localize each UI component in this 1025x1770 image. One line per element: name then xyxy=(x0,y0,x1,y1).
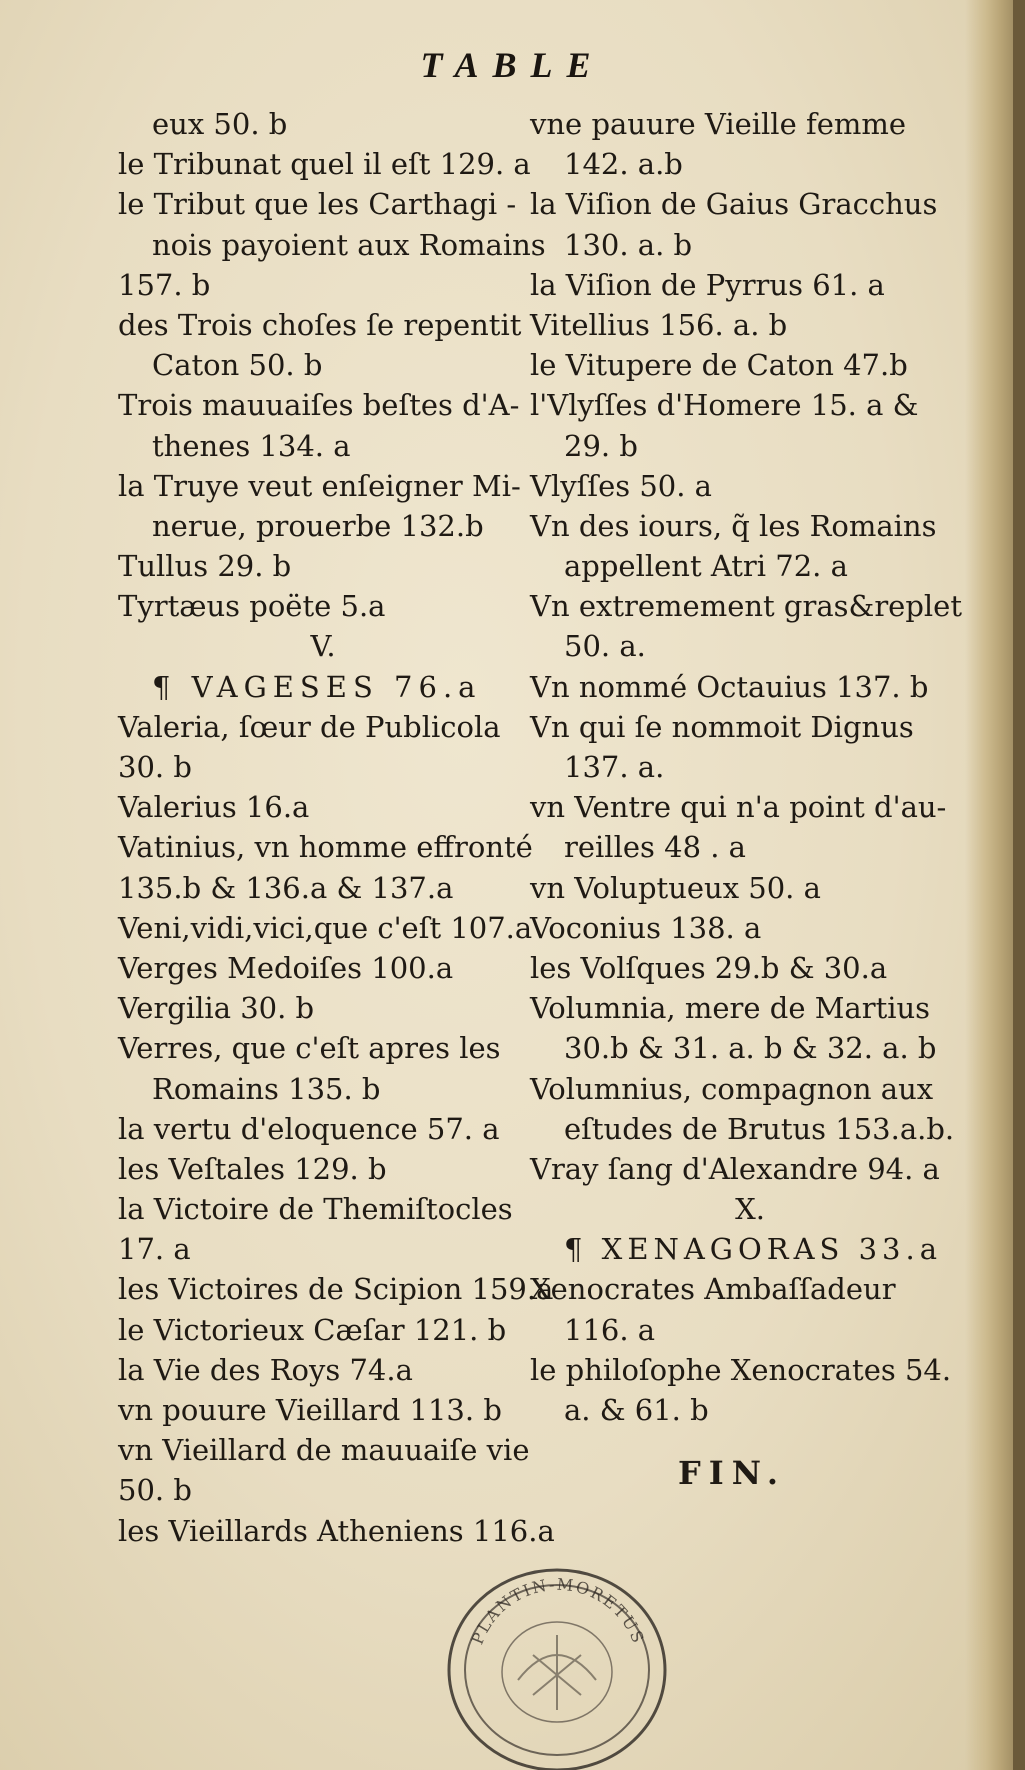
index-entry: la vertu d'eloquence 57. a xyxy=(118,1111,500,1146)
index-entry: les Veſtales 129. b xyxy=(118,1151,387,1186)
index-entry: la Viſion de Pyrrus 61. a xyxy=(530,267,885,302)
index-entry: 135.b & 136.a & 137.a xyxy=(118,870,454,905)
index-entry: la Victoire de Themiſtocles xyxy=(118,1192,513,1227)
index-entry: Verres, que c'eſt apres les xyxy=(118,1031,501,1066)
index-entry: le Victorieux Cæſar 121. b xyxy=(118,1312,507,1347)
index-entry: nerue, prouerbe 132.b xyxy=(152,508,484,543)
index-entry: Vergilia 30. b xyxy=(118,991,315,1026)
index-entry: la Viſion de Gaius Gracchus xyxy=(530,187,938,222)
index-entry: eſtudes de Brutus 153.a.b. xyxy=(564,1111,955,1146)
index-entry: Tyrtæus poëte 5.a xyxy=(118,589,386,624)
index-column-right xyxy=(530,104,970,1430)
index-entry: Vlyſſes 50. a xyxy=(530,468,712,503)
index-entry: appellent Atri 72. a xyxy=(564,549,848,584)
index-entry: Vray ſang d'Alexandre 94. a xyxy=(530,1151,940,1186)
index-entry: la Vie des Roys 74.a xyxy=(118,1352,413,1387)
index-entry: Tullus 29. b xyxy=(118,549,292,584)
index-entry: Vatinius, vn homme effronté xyxy=(118,830,533,865)
index-entry: l'Vlyſſes d'Homere 15. a & xyxy=(530,388,919,423)
stamp-text: PLANTIN-MORETUS xyxy=(467,1574,649,1648)
index-entry: les Volſques 29.b & 30.a xyxy=(530,950,888,985)
index-entry: vn Voluptueux 50. a xyxy=(530,870,821,905)
page-title: TABLE xyxy=(420,45,605,85)
index-entry: 142. a.b xyxy=(564,147,683,182)
index-entry: Valerius 16.a xyxy=(118,790,310,825)
index-entry: 30. b xyxy=(118,750,192,784)
index-entry: le Tribunat quel il eſt 129. a xyxy=(118,147,531,182)
index-entry: des Trois choſes ſe repentit xyxy=(118,307,522,342)
index-entry: vn pouure Vieillard 113. b xyxy=(118,1393,502,1427)
index-entry: 137. a. xyxy=(564,750,665,784)
index-entry: 157. b xyxy=(118,267,211,302)
index-entry: 116. a xyxy=(564,1312,656,1347)
section-letter-heading: V. xyxy=(310,629,336,664)
index-entry: 29. b xyxy=(564,428,638,463)
index-entry: thenes 134. a xyxy=(152,428,351,463)
index-entry: Vn des iours, q̃ les Romains xyxy=(530,508,937,543)
index-entry: Vn qui ſe nommoit Dignus xyxy=(530,709,914,744)
index-entry: le philoſophe Xenocrates 54. xyxy=(530,1352,952,1387)
index-entry: Xenocrates Ambaſſadeur xyxy=(530,1272,896,1307)
index-entry: 50. b xyxy=(118,1473,192,1508)
index-entry: Volumnia, mere de Martius xyxy=(530,991,931,1026)
index-entry: Verges Medoiſes 100.a xyxy=(118,950,454,985)
index-entry: les Vieillards Atheniens 116.a xyxy=(118,1513,555,1548)
index-entry: Vitellius 156. a. b xyxy=(530,307,788,342)
index-entry: Caton 50. b xyxy=(152,348,323,383)
index-entry: 17. a xyxy=(118,1232,191,1267)
index-entry: le Vitupere de Caton 47.b xyxy=(530,348,908,383)
index-entry: vne pauure Vieille femme xyxy=(530,107,907,141)
library-stamp-seal xyxy=(438,1560,676,1770)
index-entry: 50. a. xyxy=(564,629,646,664)
section-letter-heading: X. xyxy=(735,1192,765,1227)
index-entry: la Truye veut enſeigner Mi- xyxy=(118,468,521,503)
page-edge-binding xyxy=(1013,0,1025,1770)
index-entry: a. & 61. b xyxy=(564,1393,709,1427)
index-entry: Voconius 138. a xyxy=(530,910,762,945)
index-entry: 130. a. b xyxy=(564,227,693,262)
index-entry: Valeria, ſœur de Publicola xyxy=(118,709,501,744)
index-entry: le Tribut que les Carthagi - xyxy=(118,187,517,222)
index-entry: reilles 48 . a xyxy=(564,830,746,865)
index-entry: vn Ventre qui n'a point d'au- xyxy=(530,790,947,825)
index-entry: les Victoires de Scipion 159.a xyxy=(118,1272,554,1307)
index-entry: eux 50. b xyxy=(152,107,288,141)
index-entry: Veni,vidi,vici,que c'eſt 107.a xyxy=(118,910,533,945)
svg-text:PLANTIN-MORETUS xyxy=(468,1575,649,1648)
index-entry: nois payoient aux Romains xyxy=(152,227,546,262)
index-entry: Trois mauuaiſes beſtes d'A- xyxy=(118,388,520,423)
index-entry: Vn nommé Octauius 137. b xyxy=(530,669,929,704)
index-entry: Volumnius, compagnon aux xyxy=(530,1071,934,1106)
index-column-left xyxy=(118,104,555,1551)
index-entry: Romains 135. b xyxy=(152,1071,381,1106)
index-entry: vn Vieillard de mauuaiſe vie xyxy=(118,1433,530,1468)
index-entry: 30.b & 31. a. b & 32. a. b xyxy=(564,1031,937,1066)
index-entry: Vn extremement gras&replet xyxy=(530,589,962,624)
fin-text: FIN. xyxy=(678,1454,787,1492)
index-entry: ¶ XENAGORAS 33.a xyxy=(564,1232,943,1267)
index-entry: ¶ VAGESES 76.a xyxy=(152,669,482,704)
